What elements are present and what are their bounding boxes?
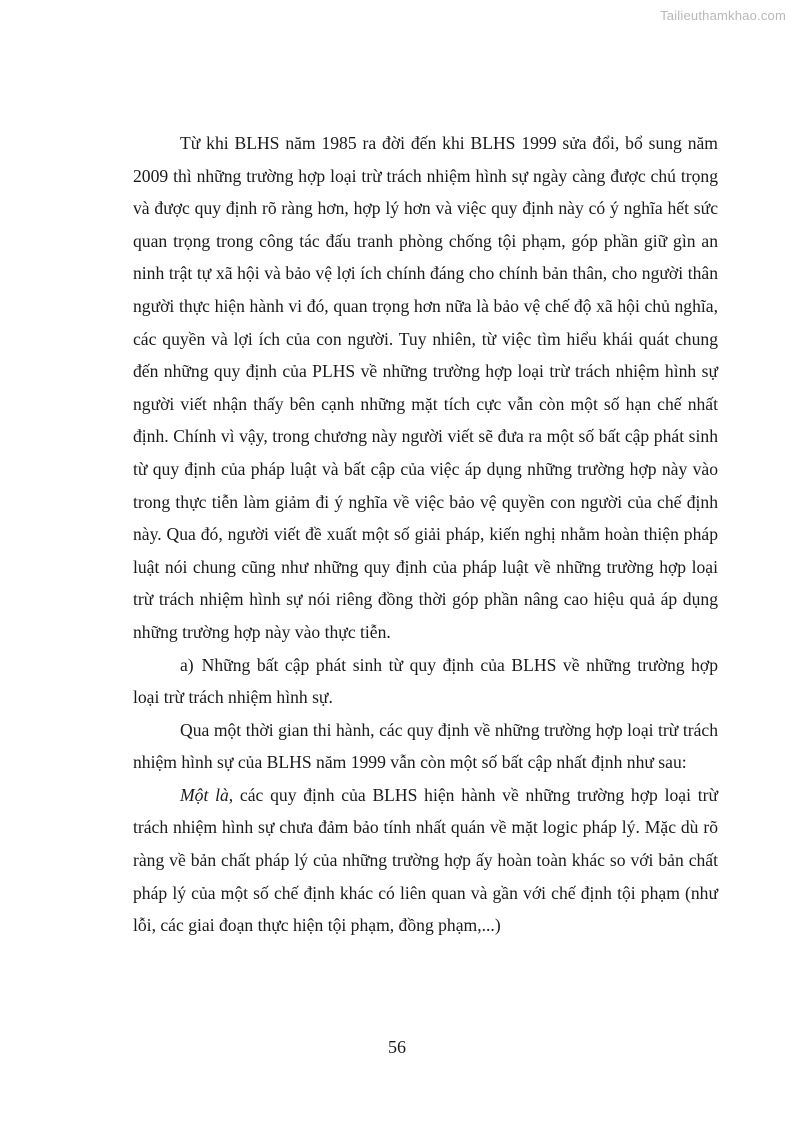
paragraph-shortcomings: Qua một thời gian thi hành, các quy định về những trường hợp loại trừ trách nhiệm hình sự của BLHS năm 1999 vẫn còn một số bất cập nhất định như sau: (133, 719, 718, 773)
paragraph-first-point (133, 779, 718, 942)
list-item-text: Những bất cập phát sinh từ quy định của BLHS về những trường hợp loại trừ trách nhiệm hình sự. (133, 654, 718, 708)
paragraph-intro: Từ khi BLHS năm 1985 ra đời đến khi BLHS 1999 sửa đổi, bổ sung năm 2009 thì những trường hợp loại trừ trách nhiệm hình sự ngày càng được chú trọng và được quy định rõ ràng hơn, hợp lý hơn và việc quy định này có ý nghĩa hết sức quan trọng trong công tác đấu tranh phòng chống tội phạm, góp phần giữ gìn an ninh trật tự xã hội và bảo vệ lợi ích chính đáng cho chính bản thân, cho người thân người thực hiện hành vi đó, quan trọng hơn nữa là bảo vệ chế độ xã hội chủ nghĩa, các quyền và lợi ích của con người. Tuy nhiên, từ việc tìm hiểu khái quát chung đến những quy định của PLHS về những trường hợp loại trừ trách nhiệm hình sự người viết nhận thấy bên cạnh những mặt tích cực vẫn còn một số hạn chế nhất định. Chính vì vậy, trong chương này người viết sẽ đưa ra một số bất cập phát sinh từ quy định của pháp luật và bất cập của việc áp dụng những trường hợp này vào trong thực tiễn làm giảm đi ý nghĩa về việc bảo vệ quyền con người của chế định này. Qua đó, người viết đề xuất một số giải pháp, kiến nghị nhằm hoàn thiện pháp luật nói chung cũng như những quy định của pháp luật về những trường hợp loại trừ trách nhiệm hình sự nói riêng đồng thời góp phần nâng cao hiệu quả áp dụng những trường hợp này vào thực tiễn. (133, 133, 718, 642)
page-number: 56 (388, 1037, 406, 1057)
watermark: Tailieuthamkhao.com (660, 8, 786, 23)
document-body (133, 127, 718, 942)
list-marker: a) (180, 654, 194, 675)
list-item-a (133, 649, 718, 714)
first-point-lead: Một là (180, 784, 229, 805)
first-point-text: , các quy định của BLHS hiện hành về những trường hợp loại trừ trách nhiệm hình sự chưa đảm bảo tính nhất quán về mặt logic pháp lý. Mặc dù rõ ràng về bản chất pháp lý của những trường hợp ấy hoàn toàn khác so với bản chất pháp lý của một số chế định khác có liên quan và gần với chế định tội phạm (như lỗi, các giai đoạn thực hiện tội phạm, đồng phạm,...) (133, 784, 718, 936)
